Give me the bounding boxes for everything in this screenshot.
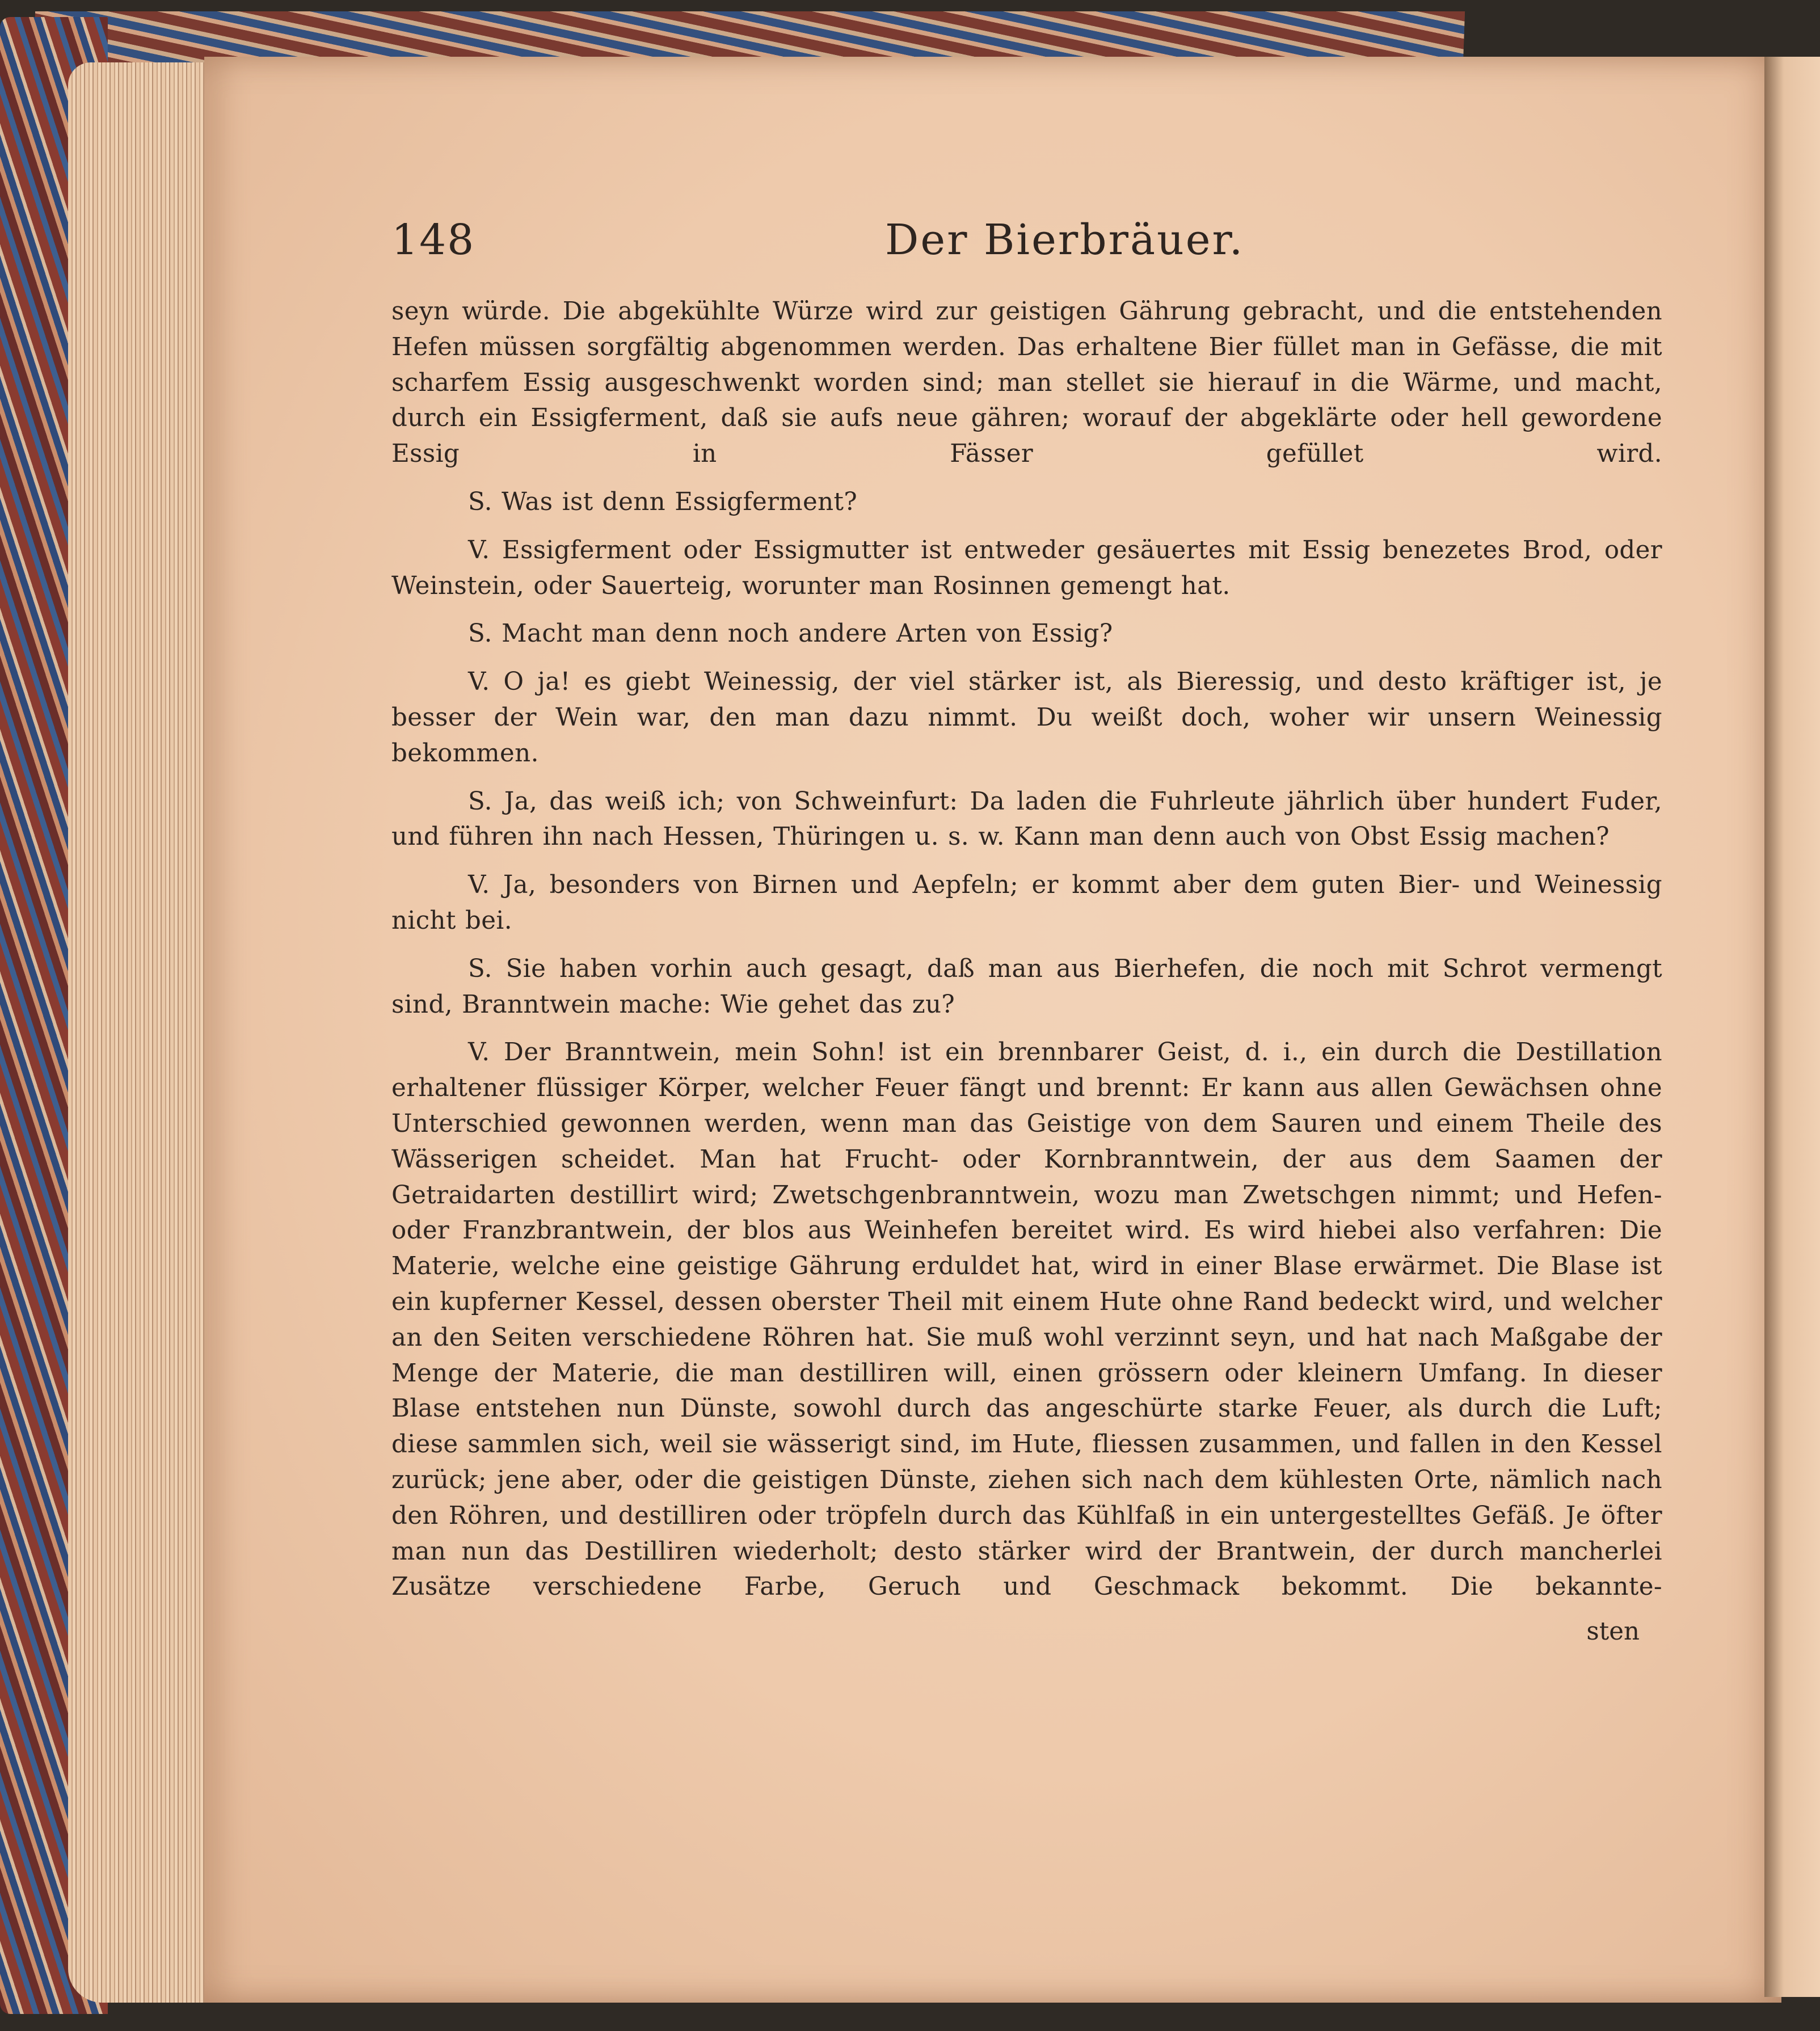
page-number: 148 — [391, 216, 475, 264]
facing-page-edge — [1764, 57, 1820, 1997]
paragraph-answer: V. Ja, besonders von Birnen und Aepfeln; er kommt aber dem guten Bier- und Weinessig nicht bei. — [391, 871, 1662, 935]
catchword: sten — [1586, 1617, 1640, 1646]
paragraph-continuation: seyn würde. Die abgekühlte Würze wird zur geistigen Gährung gebracht, und die entstehenden Hefen müssen sorgfältig abgenommen werden. Das erhaltene Bier füllet man in Gefässe, die mit scharfem Essig ausgeschwenkt worden sind; man stellet sie hierauf in die Wärme, und macht, durch ein Essigferment, daß sie aufs neue gähren; worauf der abgeklärte oder hell gewordene Essig in Fässer gefüllet wird. — [391, 297, 1662, 469]
running-head-title: Der Bierbräuer. — [885, 216, 1245, 264]
paragraph-answer: V. Essigferment oder Essigmutter ist entweder gesäuertes mit Essig benezetes Brod, oder Weinstein, oder Sauerteig, worunter man Rosinnen gemengt hat. — [391, 536, 1662, 600]
paragraph-question: S. Was ist denn Essigferment? — [468, 487, 858, 516]
paragraph-question: S. Ja, das weiß ich; von Schweinfurt: Da laden die Fuhrleute jährlich über hundert Fuder, und führen ihn nach Hessen, Thüringen u. s. w. Kann man denn auch von Obst Essig machen? — [391, 787, 1662, 852]
paragraph-answer: V. O ja! es giebt Weinessig, der viel stärker ist, als Bieressig, und desto kräftiger ist, je besser der Wein war, den man dazu nimmt. Du weißt doch, woher wir unsern Weinessig bekommen. — [391, 668, 1662, 768]
running-head — [391, 216, 1662, 284]
page-edges — [68, 62, 227, 2003]
paragraph-question: S. Macht man denn noch andere Arten von Essig? — [468, 620, 1113, 648]
paragraph-answer-long: V. Der Branntwein, mein Sohn! ist ein brennbarer Geist, d. i., ein durch die Destillation erhaltener flüssiger Körper, welcher Feuer fängt und brennt: Er kann aus allen Gewächsen ohne Unterschied gewonnen werden, wenn man das Geistige von dem Sauren und einem Theile des Wässerigen scheidet. Man hat Frucht- oder Kornbranntwein, der aus dem Saamen der Getraidarten destillirt wird; Zwetschgenbranntwein, wozu man Zwetschgen nimmt; und Hefen- oder Franzbrantwein, der blos aus Weinhefen bereitet wird. Es wird hiebei also verfahren: Die Materie, welche eine geistige Gährung erduldet hat, wird in einer Blase erwärmet. Die Blase ist ein kupferner Kessel, dessen oberster Theil mit einem Hute ohne Rand bedeckt wird, und welcher an den Seiten verschiedene Röhren hat. Sie muß wohl verzinnt seyn, und hat nach Maßgabe der Menge der Materie, die man destilliren will, einen grössern oder kleinern Umfang. In dieser Blase entstehen nun Dünste, sowohl durch das angeschürte starke Feuer, als durch die Luft; diese sammlen sich, weil sie wässerigt sind, im Hute, fliessen zusammen, und fallen in den Kessel zurück; jene aber, oder die geistigen Dünste, ziehen sich nach dem kühlesten Orte, nämlich nach den Röhren, und destilliren oder tröpfeln durch das Kühlfaß in ein untergestelltes Gefäß. Je öfter man nun das Destilliren wiederholt; desto stärker wird der Brantwein, der durch mancherlei Zusätze verschiedene Farbe, Geruch und Geschmack bekommt. Die bekannte- — [391, 1038, 1662, 1602]
page-text-block — [391, 216, 1662, 1650]
paragraph-question: S. Sie haben vorhin auch gesagt, daß man aus Bierhefen, die noch mit Schrot vermengt sind, Branntwein mache: Wie gehet das zu? — [391, 954, 1662, 1019]
